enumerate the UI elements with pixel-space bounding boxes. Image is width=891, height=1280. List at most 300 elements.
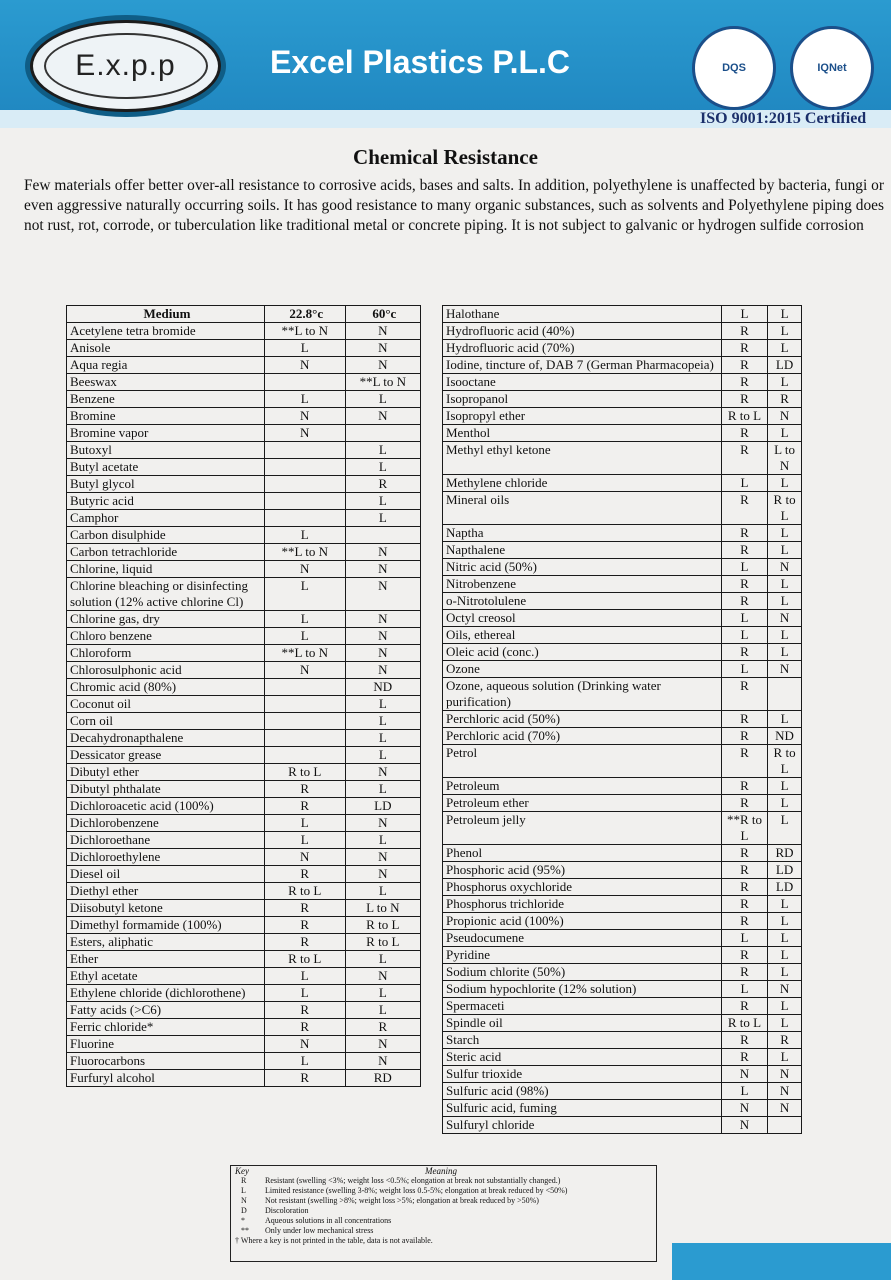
temp-22-cell: R [721,845,767,862]
temp-60-cell: N [768,981,802,998]
temp-22-cell: L [264,578,345,611]
temp-22-cell: L [721,627,767,644]
temp-22-cell: L [721,559,767,576]
medium-cell: Butyl acetate [67,459,265,476]
temp-22-cell: R [721,542,767,559]
temp-22-cell: L [264,832,345,849]
table-row [443,745,802,778]
iso-certification: ISO 9001:2015 Certified [700,110,867,127]
temp-60-cell: R to L [345,917,420,934]
medium-cell: Dibutyl ether [67,764,265,781]
table-row [67,527,421,544]
table-row [67,985,421,1002]
medium-cell: Aqua regia [67,357,265,374]
temp-60-cell: N [345,578,420,611]
medium-cell: Dimethyl formamide (100%) [67,917,265,934]
medium-cell: Diisobutyl ketone [67,900,265,917]
temp-22-cell: L [721,475,767,492]
temp-22-cell: L [721,610,767,627]
temp-60-cell: LD [768,879,802,896]
key-symbol: D [241,1206,247,1215]
temp-22-cell: R to L [264,951,345,968]
temp-22-cell: N [721,1117,767,1134]
temp-22-cell: R [721,340,767,357]
medium-cell: Dichlorobenzene [67,815,265,832]
temp-22-cell: L [721,306,767,323]
temp-60-cell [768,678,802,711]
table-header-row [67,306,421,323]
temp-22-cell: N [264,561,345,578]
medium-cell: Corn oil [67,713,265,730]
temp-22-cell: R to L [264,764,345,781]
temp-60-cell: ND [345,679,420,696]
temp-22-cell [264,510,345,527]
temp-60-cell: L [768,711,802,728]
medium-cell: Diethyl ether [67,883,265,900]
medium-cell: Fluorine [67,1036,265,1053]
table-row [67,476,421,493]
medium-cell: o-Nitrotolulene [443,593,722,610]
temp-22-cell: **L to N [264,645,345,662]
temp-60-cell: N [345,611,420,628]
key-meaning: Discoloration [265,1206,309,1215]
temp-60-cell: L [768,525,802,542]
medium-cell: Napthalene [443,542,722,559]
medium-cell: Iodine, tincture of, DAB 7 (German Pharmacopeia) [443,357,722,374]
table-row [443,323,802,340]
table-row [67,357,421,374]
temp-22-cell: L [264,611,345,628]
temp-60-cell: R to L [768,745,802,778]
temp-22-cell: R to L [264,883,345,900]
temp-60-cell: N [768,1100,802,1117]
table-row [67,510,421,527]
temp-60-cell: N [768,610,802,627]
medium-cell: Pseudocumene [443,930,722,947]
table-row [67,628,421,645]
temp-60-cell: L [768,812,802,845]
table-row [443,661,802,678]
temp-60-cell: N [768,408,802,425]
table-row [443,862,802,879]
medium-cell: Sulfuric acid (98%) [443,1083,722,1100]
key-row [231,1216,656,1226]
table-row [67,900,421,917]
temp-60-cell: L [768,795,802,812]
medium-cell: Beeswax [67,374,265,391]
medium-cell: Oleic acid (conc.) [443,644,722,661]
temp-22-cell: R [721,1049,767,1066]
dqs-badge: DQS [692,26,776,110]
temp-22-cell: R [264,900,345,917]
medium-cell: Sulfuryl chloride [443,1117,722,1134]
temp-22-cell [264,442,345,459]
medium-cell: Furfuryl alcohol [67,1070,265,1087]
table-row [443,812,802,845]
table-row [443,542,802,559]
table-row [443,998,802,1015]
key-meaning: Only under low mechanical stress [265,1226,374,1235]
table-row [67,1053,421,1070]
temp-22-cell: R [264,1002,345,1019]
temp-60-cell: L [768,644,802,661]
temp-60-cell: L [768,306,802,323]
medium-cell: Camphor [67,510,265,527]
table-row [67,832,421,849]
table-row [443,425,802,442]
table-row [443,1049,802,1066]
table-row [67,425,421,442]
temp-22-cell: L [264,815,345,832]
table-row [67,866,421,883]
table-row [67,374,421,391]
medium-cell: Ozone [443,661,722,678]
medium-cell: Fluorocarbons [67,1053,265,1070]
medium-cell: Phenol [443,845,722,862]
table-row [443,678,802,711]
table-row [443,576,802,593]
medium-cell: Sodium hypochlorite (12% solution) [443,981,722,998]
medium-cell: Nitric acid (50%) [443,559,722,576]
temp-22-cell: N [264,357,345,374]
table-row [443,1083,802,1100]
table-row [67,391,421,408]
temp-60-cell [345,425,420,442]
medium-cell: Chloroform [67,645,265,662]
table-row [443,879,802,896]
temp-22-cell: L [264,985,345,1002]
temp-60-cell: N [345,815,420,832]
temp-60-cell: N [345,645,420,662]
table-row [67,968,421,985]
medium-cell: Pyridine [443,947,722,964]
temp-22-cell: R [721,896,767,913]
temp-22-cell: R [264,1019,345,1036]
temp-60-cell: L [345,391,420,408]
table-row [67,798,421,815]
table-row [67,883,421,900]
medium-cell: Phosphoric acid (95%) [443,862,722,879]
table-row [443,947,802,964]
temp-60-cell: L [768,998,802,1015]
table-row [443,728,802,745]
temp-60-cell: L [768,1015,802,1032]
medium-cell: Carbon disulphide [67,527,265,544]
temp-60-cell: L [345,951,420,968]
temp-22-cell: R [264,798,345,815]
temp-60-cell: L [345,781,420,798]
table-row [443,1100,802,1117]
temp-60-cell: LD [768,357,802,374]
medium-cell: Perchloric acid (50%) [443,711,722,728]
medium-cell: Bromine [67,408,265,425]
temp-60-cell: N [768,559,802,576]
temp-60-cell: L [768,374,802,391]
temp-22-cell: R [721,728,767,745]
medium-cell: Hydrofluoric acid (70%) [443,340,722,357]
key-header [231,1166,656,1176]
temp-22-cell: R [721,795,767,812]
table-row [67,781,421,798]
table-row [443,644,802,661]
table-row [67,1036,421,1053]
temp-22-cell: R [721,525,767,542]
medium-cell: Methylene chloride [443,475,722,492]
table-row [443,1032,802,1049]
temp-60-cell: L [345,713,420,730]
medium-cell: Chromic acid (80%) [67,679,265,696]
temp-22-cell: R [264,781,345,798]
temp-22-cell [264,476,345,493]
medium-cell: Chlorine, liquid [67,561,265,578]
temp-22-cell: R to L [721,1015,767,1032]
header-temp-22: 22.8°c [264,306,345,323]
temp-60-cell: L [768,576,802,593]
medium-cell: Steric acid [443,1049,722,1066]
table-row [443,442,802,475]
table-row [67,544,421,561]
table-row [67,442,421,459]
table-row [443,408,802,425]
temp-60-cell: L [768,340,802,357]
temp-60-cell: L [345,459,420,476]
medium-cell: Petroleum jelly [443,812,722,845]
table-row [443,964,802,981]
temp-60-cell: L [345,696,420,713]
temp-22-cell: R [264,917,345,934]
key-row [231,1206,656,1216]
medium-cell: Chlorosulphonic acid [67,662,265,679]
key-symbol: * [241,1216,245,1225]
temp-60-cell: L [345,747,420,764]
table-row [443,913,802,930]
key-row [231,1196,656,1206]
temp-60-cell: L [768,778,802,795]
table-row [67,696,421,713]
table-row [67,764,421,781]
temp-60-cell: L [345,832,420,849]
temp-22-cell: L [721,661,767,678]
temp-60-cell: RD [768,845,802,862]
temp-60-cell: L to N [345,900,420,917]
medium-cell: Dichloroethane [67,832,265,849]
key-symbol: ** [241,1226,249,1235]
medium-cell: Dichloroethylene [67,849,265,866]
table-row [443,374,802,391]
medium-cell: Esters, aliphatic [67,934,265,951]
iqnet-badge: IQNet [790,26,874,110]
table-row [67,815,421,832]
temp-60-cell: L [768,542,802,559]
temp-60-cell [768,1117,802,1134]
table-row [67,1019,421,1036]
table-row [67,730,421,747]
key-footnote: † Where a key is not printed in the table, data is not available. [235,1236,433,1245]
table-row [67,747,421,764]
medium-cell: Perchloric acid (70%) [443,728,722,745]
temp-60-cell: L [768,627,802,644]
temp-22-cell [264,696,345,713]
key-header-key: Key [235,1166,249,1176]
temp-22-cell: R [721,576,767,593]
table-row [67,934,421,951]
temp-22-cell: R [721,711,767,728]
temp-22-cell [264,493,345,510]
temp-22-cell [264,679,345,696]
temp-22-cell [264,374,345,391]
temp-22-cell: N [264,662,345,679]
temp-22-cell: L [264,1053,345,1070]
medium-cell: Chlorine bleaching or disinfecting solution (12% active chlorine Cl) [67,578,265,611]
medium-cell: Ether [67,951,265,968]
table-row [443,559,802,576]
temp-60-cell: R to L [768,492,802,525]
table-row [443,475,802,492]
medium-cell: Butyl glycol [67,476,265,493]
medium-cell: Carbon tetrachloride [67,544,265,561]
key-symbol: N [241,1196,247,1205]
table-row [443,357,802,374]
temp-60-cell: N [345,340,420,357]
key-row [231,1226,656,1236]
table-row [67,645,421,662]
temp-60-cell: N [345,323,420,340]
table-row [443,1015,802,1032]
table-row [67,493,421,510]
temp-22-cell: L [721,981,767,998]
table-row [67,951,421,968]
temp-60-cell: L [345,510,420,527]
temp-60-cell: L [768,475,802,492]
temp-60-cell: L [345,730,420,747]
temp-22-cell: R [721,374,767,391]
medium-cell: Spindle oil [443,1015,722,1032]
temp-22-cell: R [721,778,767,795]
temp-22-cell: R [721,913,767,930]
table-row [443,627,802,644]
medium-cell: Phosphorus trichloride [443,896,722,913]
resistance-table-right [442,305,802,1134]
temp-60-cell: N [345,968,420,985]
table-row [443,711,802,728]
temp-60-cell: L [345,985,420,1002]
table-row [67,459,421,476]
header-temp-60: 60°c [345,306,420,323]
medium-cell: Petroleum [443,778,722,795]
table-row [443,778,802,795]
temp-60-cell: N [345,1036,420,1053]
table-row [67,713,421,730]
table-row [443,1117,802,1134]
temp-60-cell: RD [345,1070,420,1087]
temp-60-cell: LD [768,862,802,879]
temp-60-cell: N [345,408,420,425]
temp-60-cell: N [345,561,420,578]
medium-cell: Acetylene tetra bromide [67,323,265,340]
temp-60-cell: L [768,896,802,913]
temp-60-cell: R [768,1032,802,1049]
key-symbol: R [241,1176,247,1185]
page-title: Chemical Resistance [353,145,538,169]
medium-cell: Spermaceti [443,998,722,1015]
table-row [443,845,802,862]
key-meaning: Resistant (swelling <3%; weight loss <0.5%; elongation at break not substantially changed.) [265,1176,561,1185]
temp-22-cell: R [721,1032,767,1049]
table-row [67,611,421,628]
temp-60-cell: L [768,425,802,442]
medium-cell: Chloro benzene [67,628,265,645]
temp-60-cell [345,527,420,544]
temp-60-cell: N [345,764,420,781]
table-row [67,662,421,679]
table-row [67,1070,421,1087]
medium-cell: Methyl ethyl ketone [443,442,722,475]
temp-22-cell [264,713,345,730]
table-row [443,492,802,525]
medium-cell: Halothane [443,306,722,323]
temp-22-cell: R to L [721,408,767,425]
temp-60-cell: N [345,544,420,561]
temp-22-cell: R [721,745,767,778]
temp-22-cell: N [264,1036,345,1053]
temp-22-cell: R [721,357,767,374]
table-row [443,1066,802,1083]
medium-cell: Ferric chloride* [67,1019,265,1036]
temp-60-cell: N [345,662,420,679]
medium-cell: Phosphorus oxychloride [443,879,722,896]
temp-22-cell: N [264,425,345,442]
medium-cell: Dibutyl phthalate [67,781,265,798]
table-row [67,323,421,340]
temp-22-cell: R [721,425,767,442]
temp-22-cell: R [721,442,767,475]
key-meaning: Not resistant (swelling >8%; weight loss >5%; elongation at break reduced by >50%) [265,1196,539,1205]
key-meaning: Aqueous solutions in all concentrations [265,1216,392,1225]
temp-60-cell: R to L [345,934,420,951]
table-row [443,525,802,542]
company-name: Excel Plastics P.L.C [270,44,571,80]
temp-60-cell: N [768,1083,802,1100]
temp-60-cell: L [768,1049,802,1066]
temp-22-cell: N [264,408,345,425]
medium-cell: Benzene [67,391,265,408]
temp-22-cell [264,459,345,476]
key-header-meaning: Meaning [425,1166,457,1176]
medium-cell: Diesel oil [67,866,265,883]
medium-cell: Propionic acid (100%) [443,913,722,930]
temp-60-cell: N [768,1066,802,1083]
key-symbol: L [241,1186,246,1195]
table-row [67,849,421,866]
temp-60-cell: L [345,493,420,510]
medium-cell: Ethylene chloride (dichlorothene) [67,985,265,1002]
temp-60-cell: R [345,476,420,493]
header-medium: Medium [67,306,265,323]
temp-22-cell: R [721,391,767,408]
temp-60-cell: L [768,593,802,610]
intro-paragraph: Few materials offer better over-all resistance to corrosive acids, bases and salts. In addition, polyethylene is unaffected by bacteria, fungi or even aggressive naturally occurring soils. It has good resistance to many organic substances, such as solvents and Polyethylene piping does not rust, rot, corrode, or tuberculation like traditional metal or concrete piping. It is not subject to galvanic or hydrogen sulfide corrosion [24,177,884,234]
medium-cell: Dichloroacetic acid (100%) [67,798,265,815]
temp-60-cell: L [768,913,802,930]
temp-22-cell: **L to N [264,323,345,340]
logo-text: E.x.p.p [44,33,208,99]
temp-22-cell: R [264,1070,345,1087]
table-row [67,1002,421,1019]
medium-cell: Ozone, aqueous solution (Drinking water purification) [443,678,722,711]
table-row [443,930,802,947]
table-row [443,391,802,408]
medium-cell: Anisole [67,340,265,357]
